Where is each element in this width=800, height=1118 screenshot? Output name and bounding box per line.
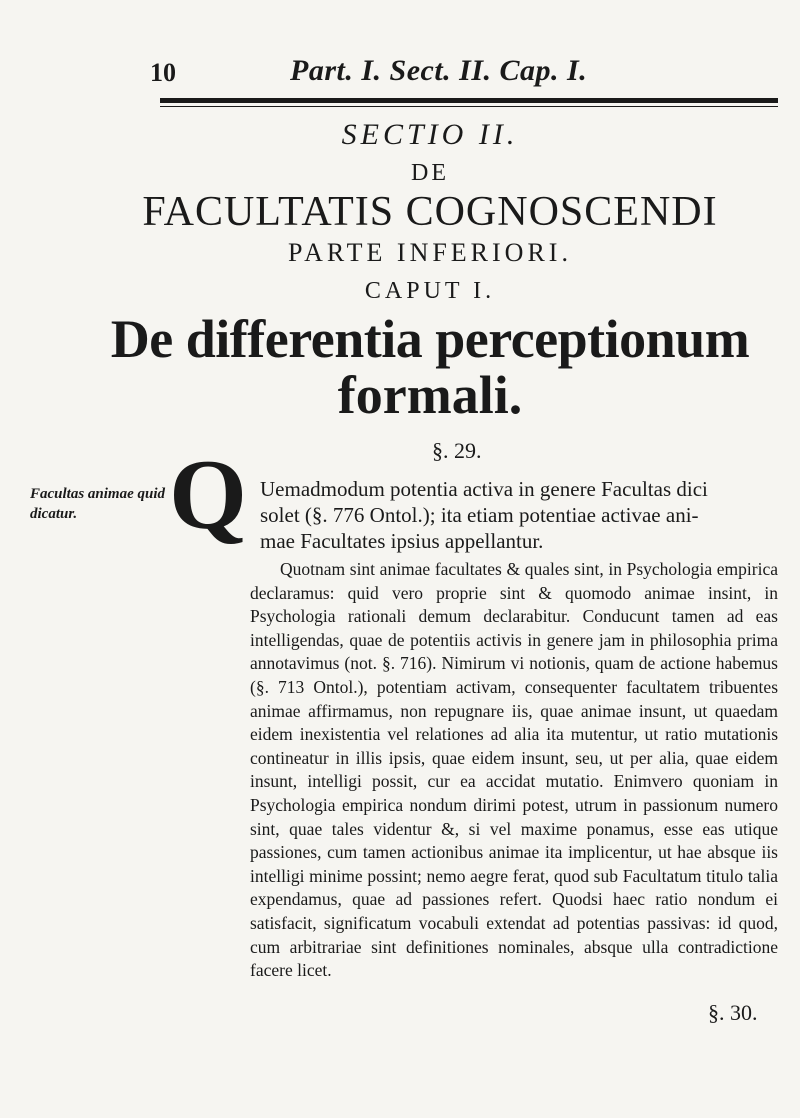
lead-line-3: mae Facultates ipsius appellantur. <box>260 529 544 553</box>
lead-line-1: Uemadmodum potentia activa in genere Facultas dici <box>260 477 708 501</box>
de-heading: DE <box>411 160 449 186</box>
page-number: 10 <box>150 58 176 87</box>
catchword: §. 30. <box>708 1000 758 1025</box>
caput-heading: CAPUT I. <box>364 278 496 304</box>
body-paragraph: Quotnam sint animae facultates & quales sint, in Psychologia empirica declaramus: quid vero proprie sint & quomodo animae insint, in Psychologia rationali demum declarabitur. Conducunt tamen ad eas intelligendas, quae de potentiis activis in genere jam in philosophia prima annotavimus (not. §. 716). Nimirum vi notionis, quam de actione habemus (§. 713 Ontol.), potentiam activam, consequenter facultatem tribuentes animae affirmamus, non repugnare iis, quae animae insunt, ut quaedam eidem inexistentia vel relationes ad alia ita mutentur, ut ratio mutationis contineatur in illis ipsis, quae eidem insunt, seu, ut per alia, quae eidem insunt, intelligi possit, cur ea accidat mutatio. Enimvero quoniam in Psychologia empirica nondum dirimi potest, utrum in passionum numero sint, quae tales videntur &, si vel maxime ponamus, esse eas utique passiones, cum tamen actionibus animae ita implicentur, ut hae absque iis intelligi minime possint; nemo aegre ferat, quod sub Facultatum titulo talia expendamus, quae ad passiones refert. Quodsi haec ratio nondum ei satisfacit, significatum vocabuli extendat ad potentias passivas: id quod, cum arbitrariae sint definitiones nominales, absque ulla contradictione facere licet. <box>250 559 778 981</box>
margin-note: Facultas animae quid dicatur. <box>30 486 166 522</box>
parte-heading: PARTE INFERIORI. <box>288 238 572 267</box>
body-text <box>250 558 778 983</box>
header-rule-thin <box>160 106 778 107</box>
chapter-title-line2: formali. <box>337 365 523 425</box>
running-head: Part. I. Sect. II. Cap. I. <box>290 54 588 87</box>
header-rule-thick <box>160 98 778 103</box>
section-number: §. 29. <box>432 438 482 463</box>
sectio-heading: SECTIO II. <box>341 118 519 151</box>
lead-line-2: solet (§. 776 Ontol.); ita etiam potentiae activae ani- <box>260 503 699 527</box>
chapter-title-line1: De differentia perceptionum <box>110 309 750 369</box>
drop-cap: Q <box>169 439 247 550</box>
facultatis-heading: FACULTATIS COGNOSCENDI <box>142 189 718 235</box>
